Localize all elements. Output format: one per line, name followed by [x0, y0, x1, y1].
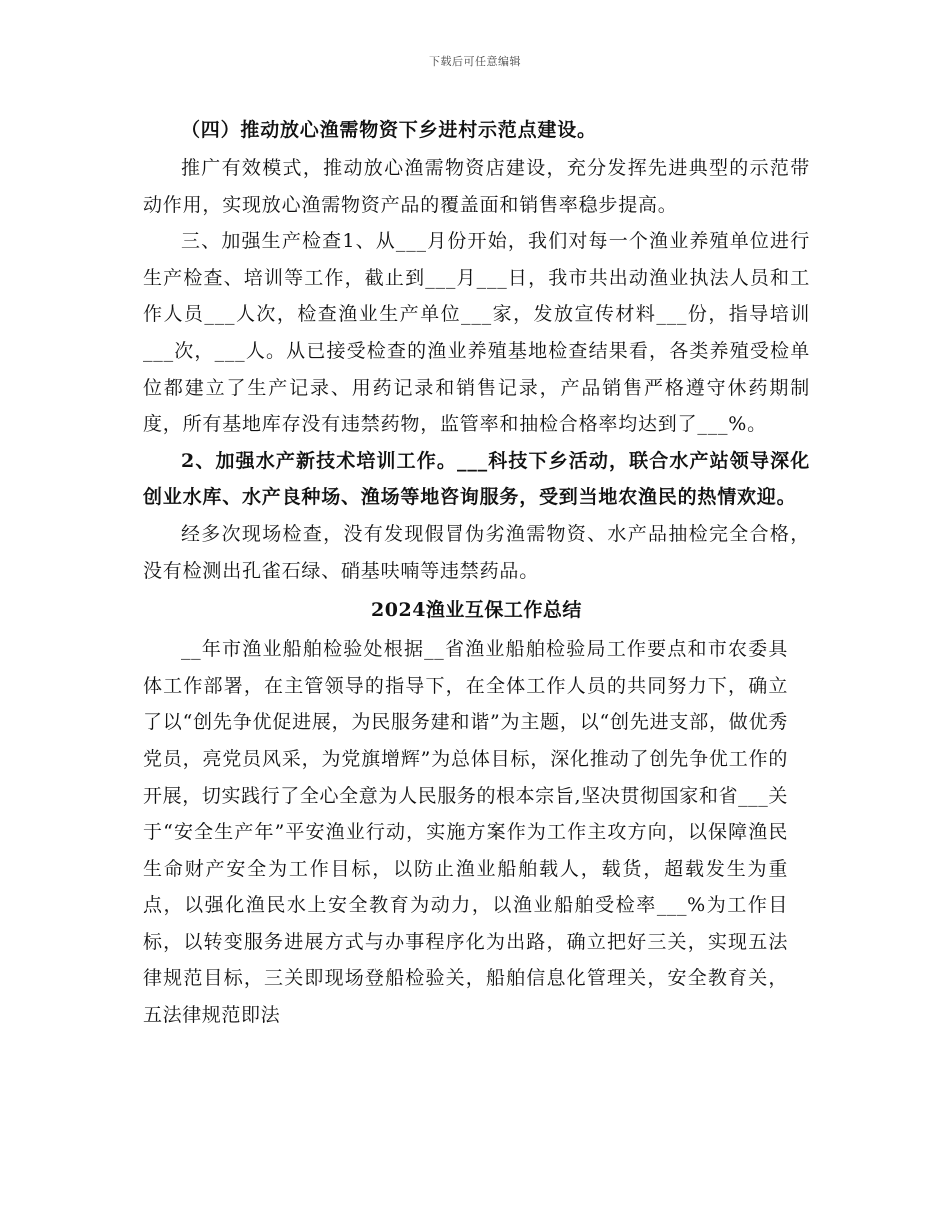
paragraph-technology-training: 2、加强水产新技术培训工作。___科技下乡活动，联合水产站领导深化创业水库、水产良种场、渔场等地咨询服务，受到当地农渔民的热情欢迎。	[143, 449, 810, 509]
section-heading-four: （四）推动放心渔需物资下乡进村示范点建设。	[181, 119, 597, 141]
work-summary-section	[143, 593, 810, 1034]
document-title: 2024渔业互保工作总结	[371, 599, 582, 622]
document-body	[143, 113, 810, 1034]
page-header-note: 下载后可任意编辑	[429, 55, 521, 68]
paragraph-production-inspection: 三、加强生产检查1、从___月份开始，我们对每一个渔业养殖单位进行生产检查、培训等工作，截止到___月___日，我市共出动渔业执法人员和工作人员___人次，检查渔业生产单位___家，发放宣传材料___份，指导培训___次，___人。从已接受检查的渔业养殖基地检查结果看，各类养殖受检单位都建立了生产记录、用药记录和销售记录，产品销售严格遵守休药期制度，所有基地库存没有违禁药物，监管率和抽检合格率均达到了___%。	[143, 230, 810, 436]
paragraph-summary-body: __年市渔业船舶检验处根据__省渔业船舶检验局工作要点和市农委具体工作部署，在主管领导的指导下，在全体工作人员的共同努力下，确立了以“创先争优促进展，为民服务建和谐”为主题，以“创先进支部，做优秀党员，亮党员风采，为党旗增辉”为总体目标，深化推动了创先争优工作的开展，切实践行了全心全意为人民服务的根本宗旨,坚决贯彻国家和省___关于“安全生产年”平安渔业行动，实施方案作为工作主攻方向，以保障渔民生命财产安全为工作目标，以防止渔业船舶载人，载货，超载发生为重点，以强化渔民水上安全教育为动力，以渔业船舶受检率___%为工作目标，以转变服务进展方式与办事程序化为出路，确立把好三关，实现五法律规范目标，三关即现场登船检验关，船舶信息化管理关，安全教育关，五法律规范即法	[143, 638, 788, 1027]
paragraph-inspection-result: 经多次现场检查，没有发现假冒伪劣渔需物资、水产品抽检完全合格，没有检测出孔雀石绿、硝基呋喃等违禁药品。	[143, 522, 810, 582]
paragraph-promotion-model: 推广有效模式，推动放心渔需物资店建设，充分发挥先进典型的示范带动作用，实现放心渔需物资产品的覆盖面和销售率稳步提高。	[143, 157, 810, 216]
